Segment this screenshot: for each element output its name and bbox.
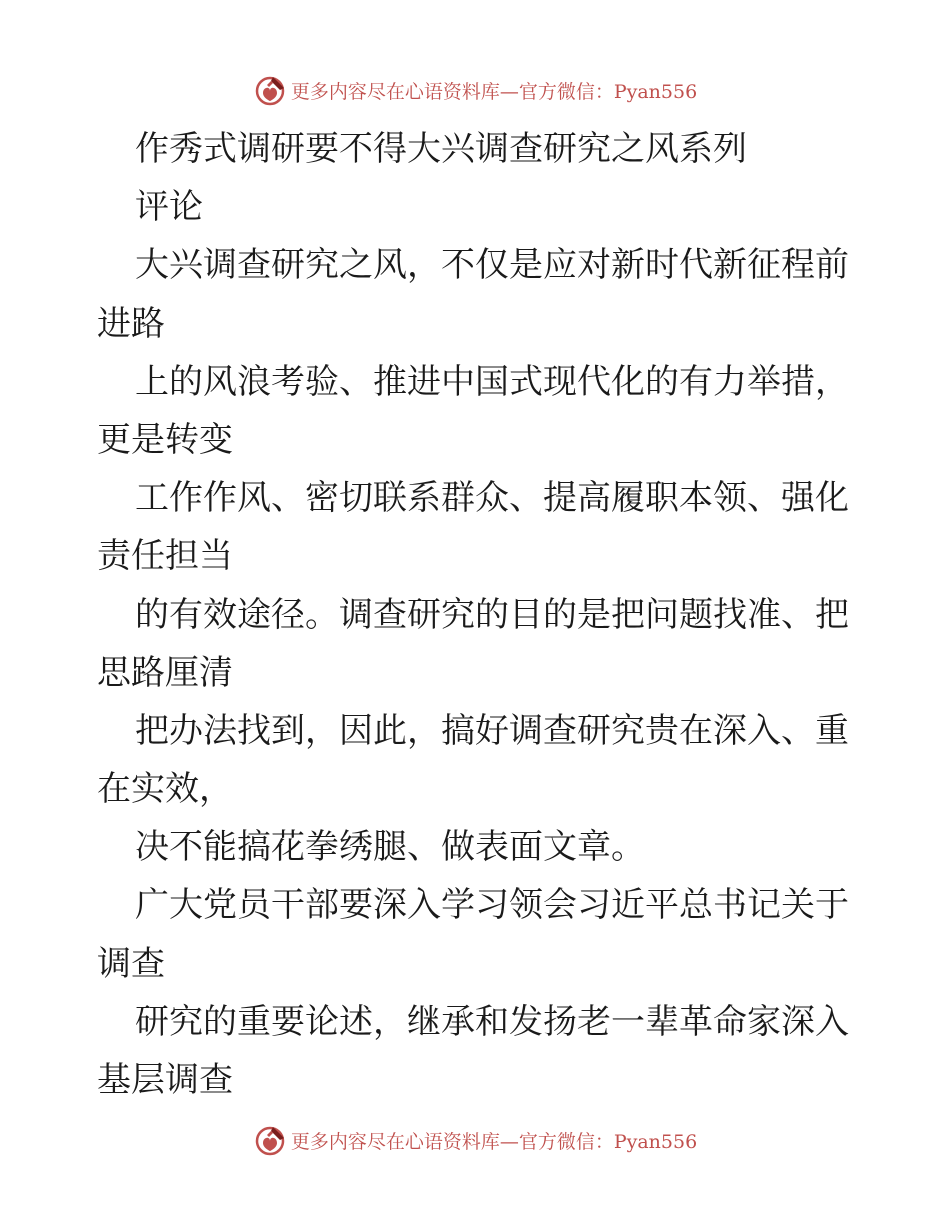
document-body — [97, 120, 857, 1109]
text-line: 更是转变 — [97, 419, 233, 460]
text-line: 工作作风、密切联系群众、提高履职本领、强化 — [135, 478, 849, 519]
pen-heart-logo-icon — [253, 73, 287, 107]
text-line: 广大党员干部要深入学习领会习近平总书记关于 — [135, 885, 849, 926]
text-line: 把办法找到，因此，搞好调查研究贵在深入、重 — [135, 710, 849, 751]
pen-heart-logo-icon — [253, 1123, 287, 1157]
text-line: 进路 — [97, 303, 165, 344]
text-line: 研究的重要论述，继承和发扬老一辈革命家深入 — [135, 1001, 849, 1042]
text-line: 评论 — [135, 187, 203, 228]
header-watermark — [0, 70, 950, 110]
watermark-text: 更多内容尽在心语资料库—官方微信：Pyan556 — [290, 1130, 698, 1153]
text-line: 的有效途径。调查研究的目的是把问题找准、把 — [135, 594, 849, 635]
text-line: 决不能搞花拳绣腿、做表面文章。 — [135, 827, 645, 868]
text-line: 思路厘清 — [97, 652, 233, 693]
text-line: 责任担当 — [97, 536, 233, 577]
footer-watermark — [0, 1120, 950, 1160]
watermark-text: 更多内容尽在心语资料库—官方微信：Pyan556 — [290, 80, 698, 103]
text-line: 基层调查 — [97, 1060, 233, 1100]
text-line: 上的风浪考验、推进中国式现代化的有力举措， — [135, 361, 849, 402]
text-line: 在实效， — [97, 769, 233, 810]
text-line: 调查 — [97, 943, 165, 984]
text-line: 大兴调查研究之风，不仅是应对新时代新征程前 — [135, 245, 849, 286]
text-line: 作秀式调研要不得大兴调查研究之风系列 — [135, 129, 747, 169]
